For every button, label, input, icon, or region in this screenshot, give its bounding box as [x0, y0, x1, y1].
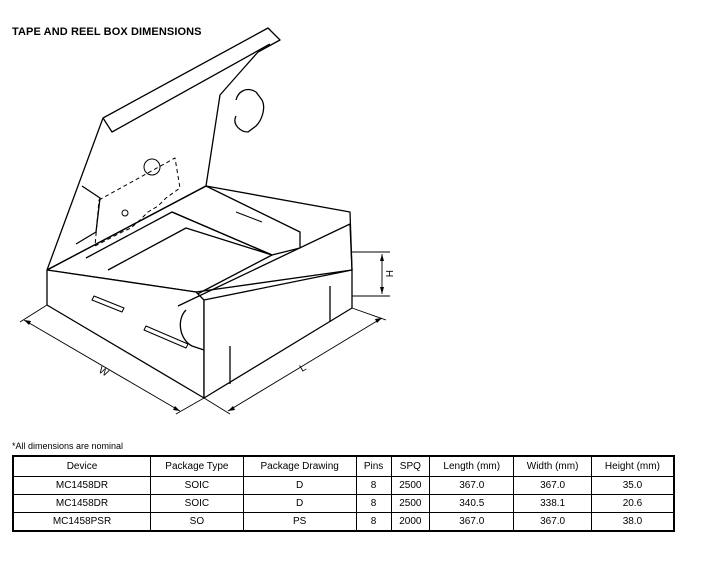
cell-device: MC1458DR: [13, 495, 151, 513]
cell-package-drawing: PS: [243, 513, 356, 532]
table-row: [13, 495, 674, 513]
dim-w-label: W: [96, 365, 111, 380]
cell-length: 367.0: [430, 513, 514, 532]
col-length: Length (mm): [430, 456, 514, 477]
col-width: Width (mm): [514, 456, 592, 477]
dim-l-ext-2: [204, 398, 230, 414]
cell-device: MC1458PSR: [13, 513, 151, 532]
cell-length: 367.0: [430, 477, 514, 495]
box-lid: [47, 28, 280, 270]
cell-height: 35.0: [591, 477, 674, 495]
cell-width: 367.0: [514, 477, 592, 495]
dim-l-label: L: [297, 362, 309, 375]
dim-w-ext-2: [176, 398, 204, 414]
cell-width: 367.0: [514, 513, 592, 532]
dim-l-arrow-2: [375, 318, 382, 323]
cell-pins: 8: [356, 477, 391, 495]
dim-l-arrow-1: [228, 406, 235, 411]
dim-w-arrow-1: [24, 320, 31, 325]
dimensions-table: [12, 455, 675, 532]
col-package-drawing: Package Drawing: [243, 456, 356, 477]
cell-height: 38.0: [591, 513, 674, 532]
table-row: [13, 477, 674, 495]
table-row: [13, 513, 674, 532]
dim-h-arrow-2: [380, 287, 384, 294]
box-lid-tab: [235, 90, 264, 132]
cell-package-drawing: D: [243, 477, 356, 495]
cell-spq: 2500: [391, 477, 430, 495]
cell-pins: 8: [356, 513, 391, 532]
cell-device: MC1458DR: [13, 477, 151, 495]
page-title: TAPE AND REEL BOX DIMENSIONS: [12, 26, 202, 38]
dim-h-label: H: [383, 270, 394, 278]
dim-w-ext-1: [20, 305, 47, 322]
col-device: Device: [13, 456, 151, 477]
col-package-type: Package Type: [151, 456, 244, 477]
box-slot-3: [236, 212, 262, 222]
table-header-row: [13, 456, 674, 477]
col-pins: Pins: [356, 456, 391, 477]
cell-height: 20.6: [591, 495, 674, 513]
box-inner-divider: [172, 212, 300, 255]
cell-package-drawing: D: [243, 495, 356, 513]
cell-package-type: SO: [151, 513, 244, 532]
cell-package-type: SOIC: [151, 495, 244, 513]
cell-pins: 8: [356, 495, 391, 513]
box-inner-floor: [108, 228, 272, 270]
cell-spq: 2000: [391, 513, 430, 532]
col-spq: SPQ: [391, 456, 430, 477]
cell-length: 340.5: [430, 495, 514, 513]
dim-w-arrow-2: [173, 406, 180, 411]
cell-spq: 2500: [391, 495, 430, 513]
cell-package-type: SOIC: [151, 477, 244, 495]
dim-h-arrow-1: [380, 254, 384, 261]
dimensions-note: *All dimensions are nominal: [12, 441, 124, 451]
cell-width: 338.1: [514, 495, 592, 513]
col-height: Height (mm): [591, 456, 674, 477]
